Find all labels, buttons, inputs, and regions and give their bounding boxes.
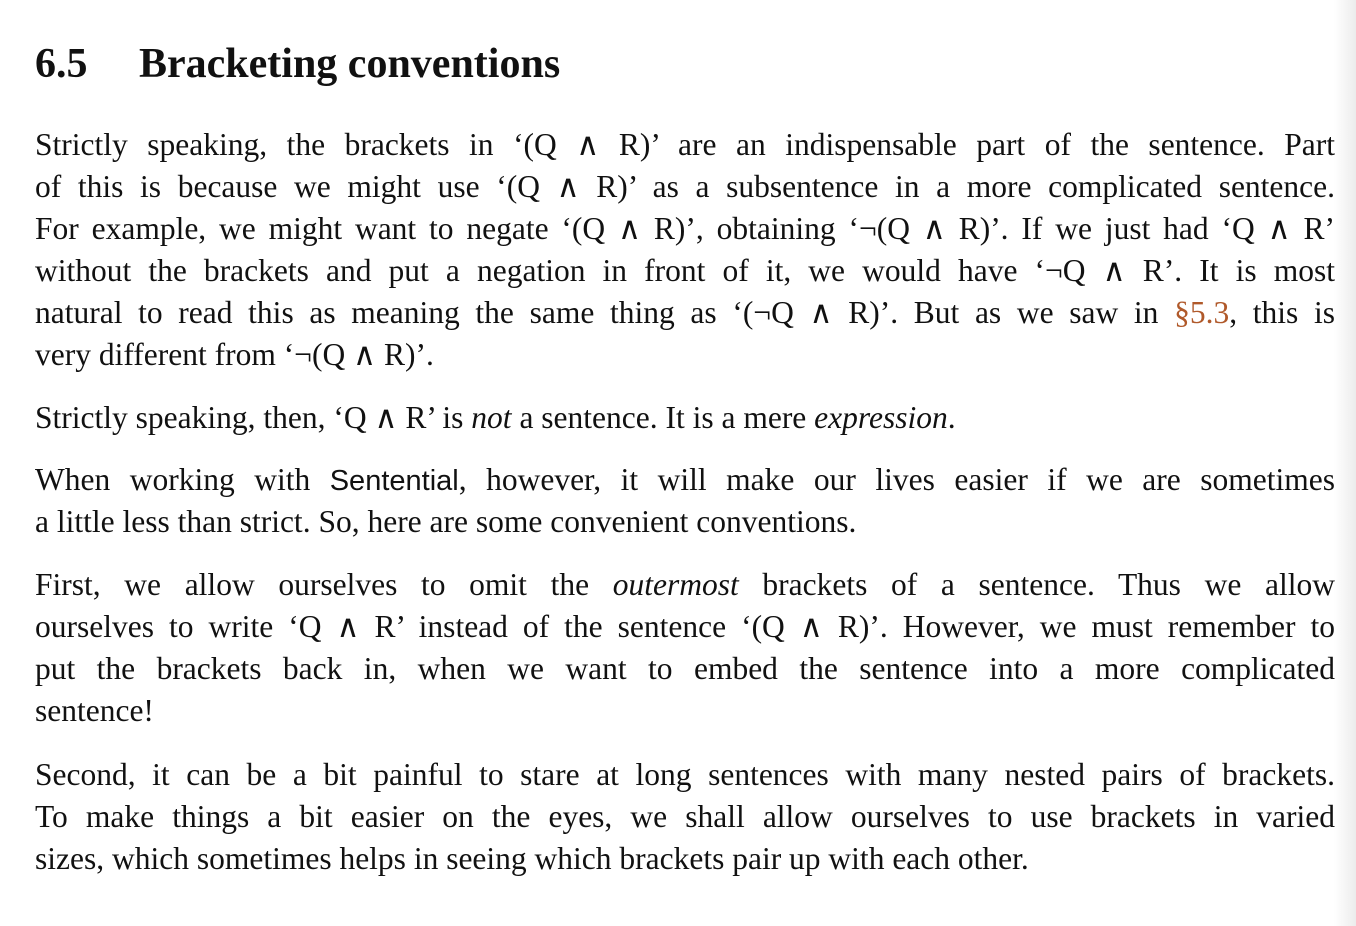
section-heading <box>35 36 560 92</box>
paragraph-mere-expression <box>35 397 1335 439</box>
text-line: put the brackets back in, when we want to embed the sentence into a more complicated <box>35 651 1335 686</box>
text-line: Strictly speaking, the brackets in ‘(Q ∧ R)’ are an indispensable part of the sentence. Part <box>35 127 1335 162</box>
text-line: very different from ‘¬(Q ∧ R)’. <box>35 337 434 372</box>
text-line: For example, we might want to negate ‘(Q ∧ R)’, obtaining ‘¬(Q ∧ R)’. If we just had ‘Q ∧ R’ <box>35 211 1335 246</box>
text-line: sentence! <box>35 693 154 728</box>
text-line <box>35 292 1335 334</box>
text-fragment: Strictly speaking, then, ‘Q ∧ R’ is <box>35 400 472 435</box>
sentential-term: Sentential <box>329 465 459 497</box>
paragraph-bracket-sizes <box>35 754 1335 880</box>
text-fragment: , however, it will make our lives easier if we are sometimes <box>458 462 1335 497</box>
text-fragment: , this is <box>1229 295 1335 330</box>
text-fragment: natural to read this as meaning the same thing as ‘(¬Q ∧ R)’. But as we saw in <box>35 295 1175 330</box>
text-fragment: brackets of a sentence. Thus we allow <box>738 567 1335 602</box>
text-line: Second, it can be a bit painful to stare at long sentences with many nested pairs of brackets. <box>35 757 1335 792</box>
text-line: To make things a bit easier on the eyes, we shall allow ourselves to use brackets in varied <box>35 799 1335 834</box>
text-fragment: First, we allow ourselves to omit the <box>35 567 613 602</box>
text-line: of this is because we might use ‘(Q ∧ R)’ as a subsentence in a more complicated sentence. <box>35 169 1335 204</box>
paragraph-outermost-brackets <box>35 564 1335 732</box>
text-line <box>35 459 1335 501</box>
text-line: without the brackets and put a negation in front of it, we would have ‘¬Q ∧ R’. It is most <box>35 253 1335 288</box>
emphasis-expression: expression <box>814 400 948 435</box>
text-line <box>35 564 1335 606</box>
paragraph-brackets-indispensable <box>35 124 1335 376</box>
page-edge-shadow <box>1334 0 1356 926</box>
emphasis-outermost: outermost <box>612 567 739 602</box>
section-number: 6.5 <box>35 41 88 87</box>
text-fragment: When working with <box>35 462 330 497</box>
section-title: Bracketing conventions <box>139 41 561 87</box>
emphasis-not: not <box>471 400 512 435</box>
text-fragment: a sentence. It is a mere <box>511 400 815 435</box>
text-line <box>35 397 1335 439</box>
section-5-3-link[interactable]: §5.3 <box>1174 295 1230 330</box>
text-line: a little less than strict. So, here are some convenient conventions. <box>35 504 857 539</box>
text-fragment: . <box>947 400 956 435</box>
text-line: ourselves to write ‘Q ∧ R’ instead of the sentence ‘(Q ∧ R)’. However, we must remember to <box>35 609 1335 644</box>
paragraph-conventions-intro <box>35 459 1335 543</box>
text-line: sizes, which sometimes helps in seeing which brackets pair up with each other. <box>35 841 1029 876</box>
